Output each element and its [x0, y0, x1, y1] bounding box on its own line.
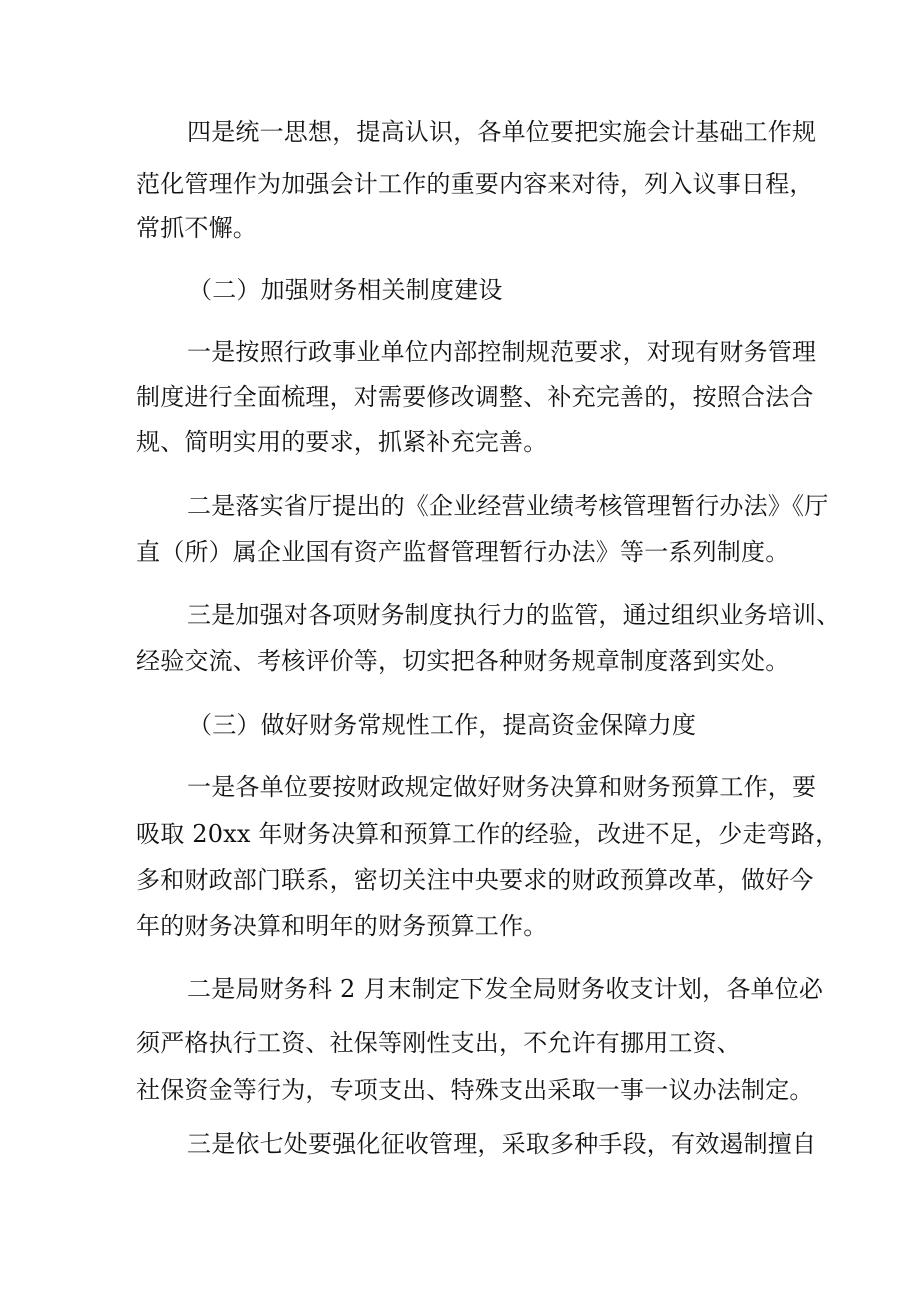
section-heading-3: （三）做好财务常规性工作，提高资金保障力度: [188, 711, 697, 739]
paragraph-4-line-2: 直（所）属企业国有资产监督管理暂行办法》等一系列制度。: [136, 538, 790, 566]
paragraph-5-line-1: 三是加强对各项财务制度执行力的监管，通过组织业务培训、: [187, 601, 841, 629]
paragraph-1-line-2: 范化管理作为加强会计工作的重要内容来对待，列入议事日程，: [136, 170, 814, 198]
paragraph-8-line-3: 社保资金等行为，专项支出、特殊支出采取一事一议办法制定。: [136, 1076, 814, 1104]
paragraph-1-line-1: 四是统一思想，提高认识，各单位要把实施会计基础工作规: [187, 118, 817, 146]
paragraph-9-line-1: 三是依七处要强化征收管理，采取多种手段，有效遏制擅自: [187, 1130, 817, 1158]
paragraph-7-line-3: 多和财政部门联系，密切关注中央要求的财政预算改革，做好今: [136, 866, 814, 894]
paragraph-5-line-2: 经验交流、考核评价等，切实把各种财务规章制度落到实处。: [136, 647, 790, 675]
paragraph-1-line-3: 常抓不懈。: [136, 214, 257, 242]
paragraph-8-line-1: 二是局财务科 2 月末制定下发全局财务收支计划，各单位必: [187, 975, 824, 1003]
paragraph-3-line-2: 制度进行全面梳理，对需要修改调整、补充完善的，按照合法合: [136, 383, 814, 411]
paragraph-4-line-1: 二是落实省厅提出的《企业经营业绩考核管理暂行办法》《厅: [187, 492, 829, 520]
section-heading-2: （二）加强财务相关制度建设: [188, 276, 503, 304]
paragraph-7-line-2: 吸取 20xx 年财务决算和预算工作的经验，改进不足，少走弯路，: [136, 820, 840, 848]
paragraph-3-line-1: 一是按照行政事业单位内部控制规范要求，对现有财务管理: [187, 338, 817, 366]
paragraph-8-line-2: 须严格执行工资、社保等刚性支出，不允许有挪用工资、: [136, 1029, 741, 1057]
paragraph-7-line-4: 年的财务决算和明年的财务预算工作。: [136, 912, 548, 940]
paragraph-3-line-3: 规、简明实用的要求，抓紧补充完善。: [136, 428, 548, 456]
paragraph-7-line-1: 一是各单位要按财政规定做好财务决算和财务预算工作，要: [187, 773, 817, 801]
